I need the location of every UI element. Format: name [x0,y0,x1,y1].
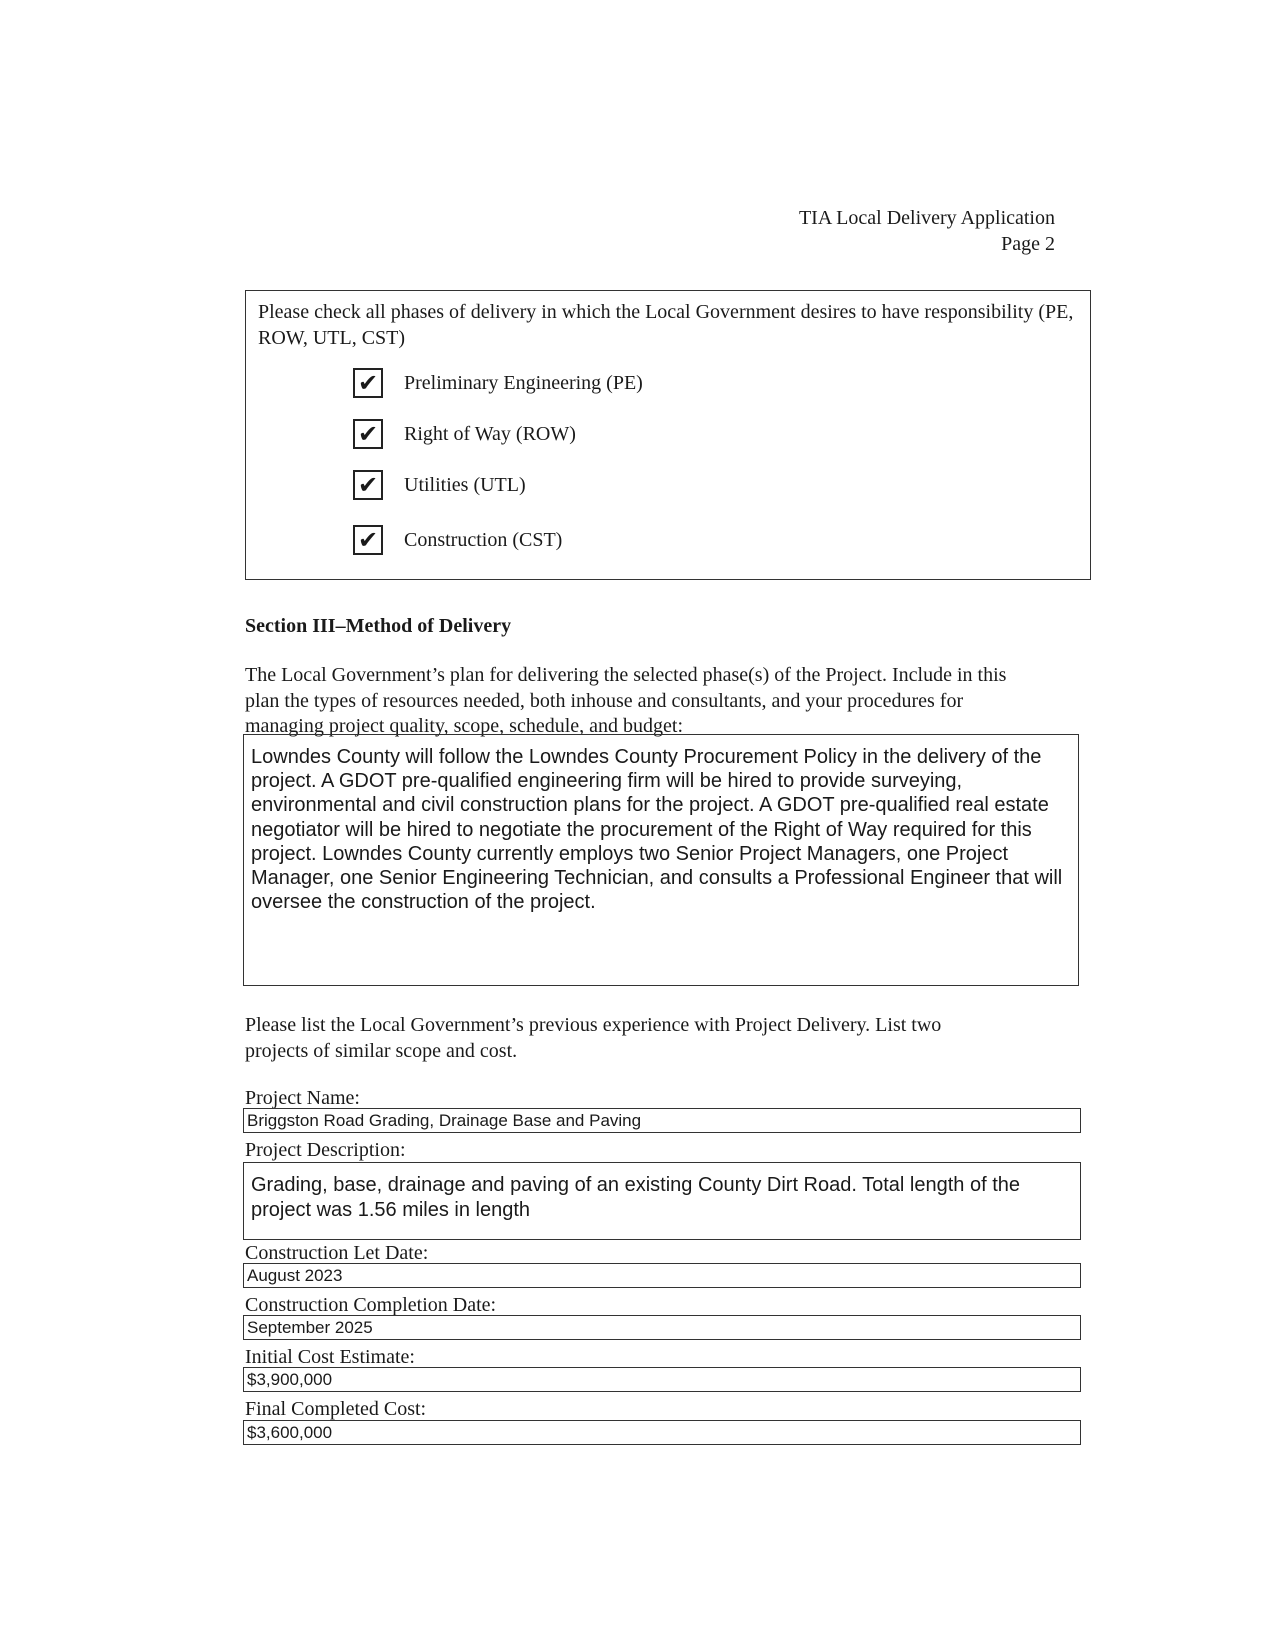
plan-instruction: The Local Government’s plan for delivering the selected phase(s) of the Project. Include in this plan the types of resources needed, both inhouse and consultants, and your procedures for managing project quality, scope, schedule, and budget: [245,664,1007,737]
phase-row-label: Right of Way (ROW) [404,422,576,445]
phase-cst-label: Construction (CST) [404,528,563,551]
final-cost-label: Final Completed Cost: [245,1398,427,1420]
phases-of-delivery-box [245,290,1091,580]
project-description-label: Project Description: [245,1139,406,1161]
page-number: Page 2 [1001,233,1055,255]
phase-row [353,418,576,450]
phase-utl-label: Utilities (UTL) [404,473,526,496]
experience-instruction: Please list the Local Government’s previous experience with Project Delivery. List two projects of similar scope and cost. [245,1014,942,1062]
phase-utl [353,469,526,501]
final-cost-field[interactable]: $3,600,000 [243,1420,1081,1445]
section-title: Section III–Method of Delivery [245,615,512,637]
phase-utl-checkbox[interactable]: ✔ [353,470,383,500]
let-date-field[interactable]: August 2023 [243,1263,1081,1288]
let-date-label: Construction Let Date: [245,1242,429,1264]
phase-pe-checkbox[interactable]: ✔ [353,368,383,398]
project-name-field[interactable]: Briggston Road Grading, Drainage Base and Paving [243,1108,1081,1133]
phase-pe-label: Preliminary Engineering (PE) [404,371,643,394]
initial-cost-label: Initial Cost Estimate: [245,1346,415,1368]
phase-row-checkbox[interactable]: ✔ [353,419,383,449]
completion-date-label: Construction Completion Date: [245,1294,497,1316]
project-name-label: Project Name: [245,1087,360,1109]
completion-date-field[interactable]: September 2025 [243,1315,1081,1340]
document-header [799,205,1055,257]
phase-cst-checkbox[interactable]: ✔ [353,525,383,555]
phase-cst [353,524,562,556]
project-description-field[interactable]: Grading, base, drainage and paving of an existing County Dirt Road. Total length of the project was 1.56 miles in length [243,1162,1081,1240]
phases-instruction: Please check all phases of delivery in which the Local Government desires to have responsibility (PE, ROW, UTL, CST) [258,301,1074,349]
document-title: TIA Local Delivery Application [798,207,1055,229]
phase-pe [353,367,643,399]
delivery-plan-field[interactable]: Lowndes County will follow the Lowndes County Procurement Policy in the delivery of the project. A GDOT pre-qualified engineering firm will be hired to provide surveying, environmental and civil construction plans for the project. A GDOT pre-qualified real estate negotiator will be hired to negotiate the procurement of the Right of Way required for this project. Lowndes County currently employs two Senior Project Managers, one Project Manager, one Senior Engineering Technician, and consults a Professional Engineer that will oversee the construction of the project. [243,734,1079,986]
initial-cost-field[interactable]: $3,900,000 [243,1367,1081,1392]
